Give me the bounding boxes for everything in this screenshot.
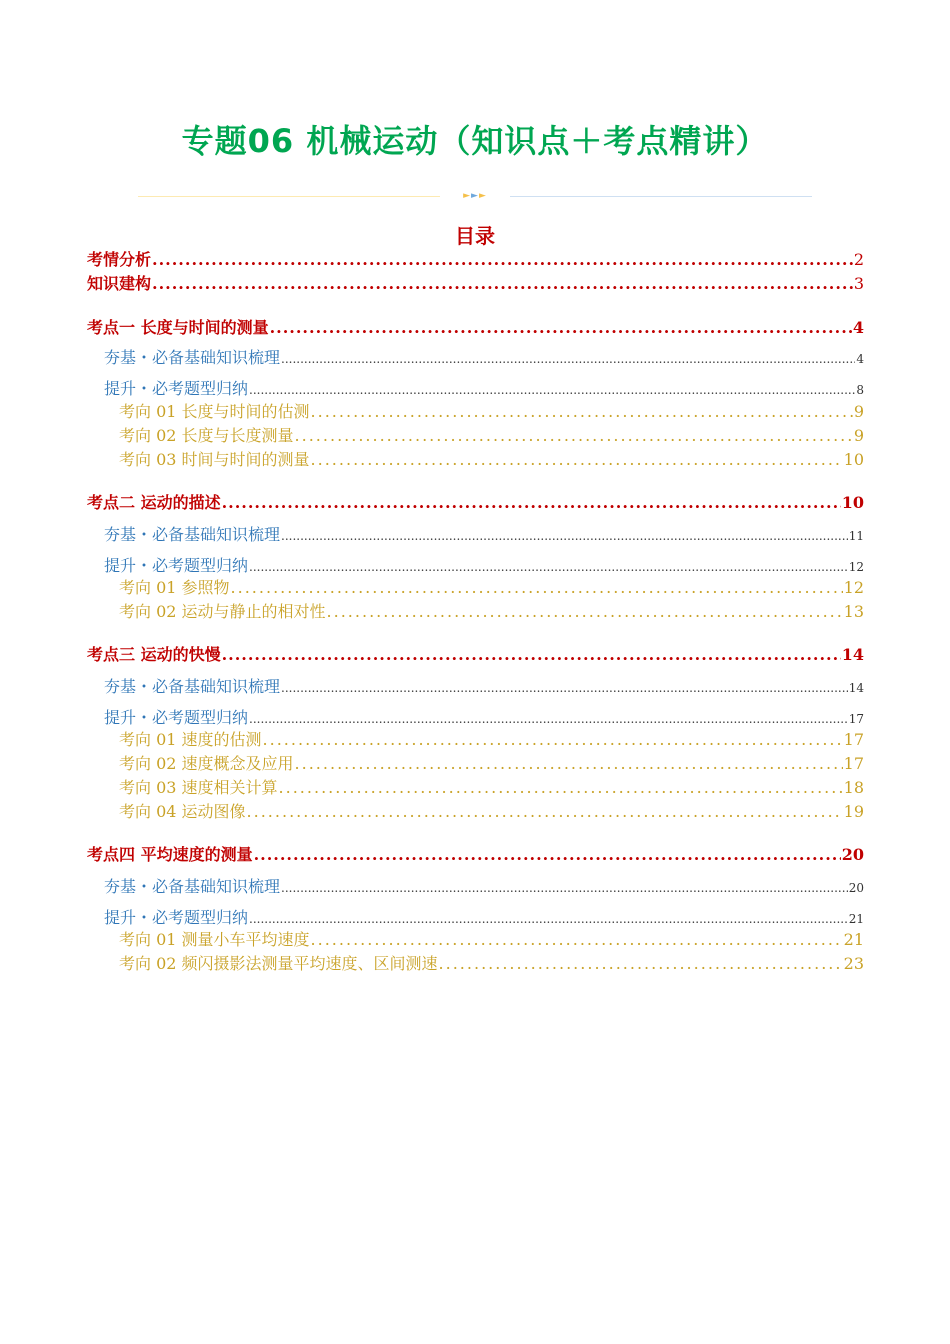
toc-label: 考向 03 时间与时间的测量	[119, 450, 310, 469]
toc-page: 9	[853, 426, 864, 445]
toc-leader	[152, 272, 853, 296]
toc-leader	[270, 316, 852, 340]
toc-page: 18	[843, 778, 864, 797]
toc-leader	[327, 600, 843, 624]
toc-page: 14	[848, 681, 864, 695]
toc-entry-direction[interactable]	[119, 448, 864, 472]
toc-entry-direction[interactable]	[119, 400, 864, 424]
toc-leader	[263, 728, 843, 752]
toc-leader	[281, 876, 848, 900]
toc-label: 考向 03 速度相关计算	[119, 778, 278, 797]
toc-label: 考点二 运动的描述	[87, 493, 221, 512]
title-divider	[138, 188, 812, 204]
toc-leader	[281, 347, 855, 371]
toc-entry-topic-3[interactable]	[87, 643, 864, 667]
toc-label: 考向 01 参照物	[119, 578, 230, 597]
toc-entry-topic-2[interactable]	[87, 491, 864, 515]
toc-entry-analysis[interactable]	[87, 248, 864, 272]
toc-entry-direction[interactable]	[119, 728, 864, 752]
toc-leader	[254, 843, 841, 867]
toc-entry-topic-1[interactable]	[87, 316, 864, 340]
toc-entry-direction[interactable]	[119, 576, 864, 600]
toc-leader	[295, 752, 843, 776]
toc-entry-direction[interactable]	[119, 776, 864, 800]
toc-label: 考向 02 频闪摄影法测量平均速度、区间测速	[119, 954, 438, 973]
toc-leader	[311, 400, 853, 424]
toc-label: 考点一 长度与时间的测量	[87, 318, 269, 337]
toc-entry-direction[interactable]	[119, 752, 864, 776]
toc-entry-direction[interactable]	[119, 952, 864, 976]
toc-label: 考向 02 速度概念及应用	[119, 754, 294, 773]
toc-entry-basics[interactable]	[104, 675, 864, 699]
toc-leader	[231, 576, 843, 600]
toc-leader	[279, 776, 843, 800]
toc-page: 13	[843, 602, 864, 621]
toc-label: 提升・必考题型归纳	[104, 556, 249, 575]
toc-label: 提升・必考题型归纳	[104, 708, 249, 727]
toc-leader	[152, 248, 853, 272]
toc-entry-direction[interactable]	[119, 928, 864, 952]
toc-label: 考点四 平均速度的测量	[87, 845, 253, 864]
toc-label: 夯基・必备基础知识梳理	[104, 348, 281, 367]
toc-label: 考向 02 长度与长度测量	[119, 426, 294, 445]
divider-arrows-icon: ►►►	[463, 191, 487, 201]
toc-page: 4	[856, 352, 864, 366]
divider-line-right	[510, 196, 812, 197]
divider-line-left	[138, 196, 440, 197]
toc-label: 提升・必考题型归纳	[104, 379, 249, 398]
toc-page: 21	[848, 912, 864, 926]
toc-entry-basics[interactable]	[104, 523, 864, 547]
toc-page: 14	[841, 645, 864, 664]
toc-entry-advanced[interactable]	[104, 554, 864, 578]
toc-leader	[222, 643, 841, 667]
toc-heading: 目录	[455, 224, 495, 248]
toc-page: 17	[848, 712, 864, 726]
toc-label: 夯基・必备基础知识梳理	[104, 877, 281, 896]
toc-page: 12	[843, 578, 864, 597]
toc-leader	[439, 952, 843, 976]
toc-label: 考向 02 运动与静止的相对性	[119, 602, 326, 621]
toc-label: 考向 01 速度的估测	[119, 730, 262, 749]
toc-leader	[247, 800, 843, 824]
toc-page: 20	[848, 881, 864, 895]
toc-leader	[222, 491, 841, 515]
toc-entry-topic-4[interactable]	[87, 843, 864, 867]
toc-page: 17	[843, 730, 864, 749]
toc-leader	[281, 676, 848, 700]
toc-leader	[281, 524, 848, 548]
document-title: 专题06 机械运动（知识点＋考点精讲）	[181, 122, 769, 160]
toc-label: 考向 01 长度与时间的估测	[119, 402, 310, 421]
toc-page: 23	[843, 954, 864, 973]
toc-leader	[311, 448, 843, 472]
toc-label: 提升・必考题型归纳	[104, 908, 249, 927]
toc-label: 考向 04 运动图像	[119, 802, 246, 821]
toc-entry-direction[interactable]	[119, 800, 864, 824]
toc-entry-advanced[interactable]	[104, 906, 864, 930]
toc-entry-advanced[interactable]	[104, 706, 864, 730]
toc-page: 8	[856, 383, 864, 397]
toc-label: 夯基・必备基础知识梳理	[104, 525, 281, 544]
toc-page: 9	[853, 402, 864, 421]
toc-label: 考向 01 测量小车平均速度	[119, 930, 310, 949]
toc-label: 夯基・必备基础知识梳理	[104, 677, 281, 696]
toc-page: 20	[841, 845, 864, 864]
toc-page: 3	[853, 274, 864, 293]
toc-page: 10	[843, 450, 864, 469]
toc-entry-advanced[interactable]	[104, 377, 864, 401]
toc-label: 考点三 运动的快慢	[87, 645, 221, 664]
toc-page: 21	[843, 930, 864, 949]
toc-page: 12	[848, 560, 864, 574]
toc-leader	[249, 378, 855, 402]
toc-entry-basics[interactable]	[104, 346, 864, 370]
toc-page: 17	[843, 754, 864, 773]
toc-label: 考情分析	[87, 250, 152, 269]
toc-entry-direction[interactable]	[119, 424, 864, 448]
toc-page: 10	[841, 493, 864, 512]
toc-page: 2	[853, 250, 864, 269]
toc-entry-direction[interactable]	[119, 600, 864, 624]
toc-page: 19	[843, 802, 864, 821]
toc-leader	[311, 928, 843, 952]
toc-entry-knowledge-map[interactable]	[87, 272, 864, 296]
toc-leader	[295, 424, 853, 448]
toc-entry-basics[interactable]	[104, 875, 864, 899]
toc-page: 11	[848, 529, 864, 543]
toc-label: 知识建构	[87, 274, 152, 293]
toc-page: 4	[852, 318, 864, 337]
